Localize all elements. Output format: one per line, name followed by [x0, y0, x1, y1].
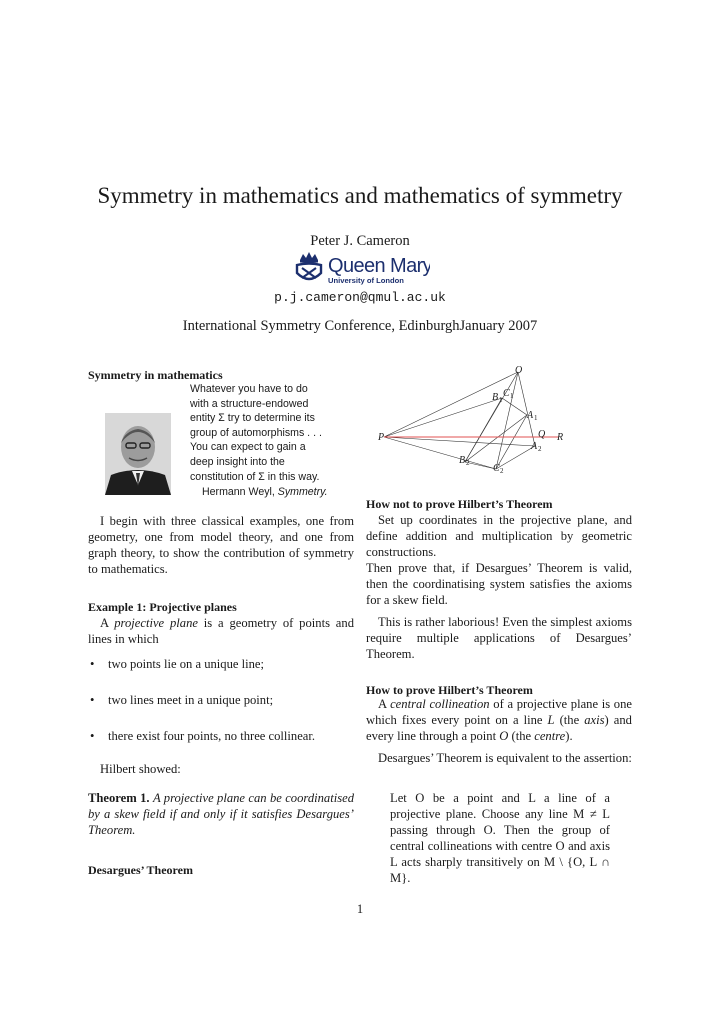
- intro-paragraph: I begin with three classical examples, one from geometry, one from model theory, and one from graph theory, to show the contribution of symmetry to mathematics.: [88, 514, 354, 576]
- label-b1: B: [492, 392, 499, 403]
- how-not-paragraph-2: Then prove that, if Desargues’ Theorem is valid, then the coordinatising system satisfies the axioms for a skew field.: [366, 561, 632, 607]
- portrait-photo: [105, 413, 171, 495]
- list-item: • two points lie on a unique line;: [88, 656, 354, 672]
- svg-text:2: 2: [500, 467, 504, 475]
- central-collineation-paragraph: A central collineation of a projective plane is one which fixes every point on a line L (the axis) and every line through a point O (the centre).: [366, 697, 632, 743]
- author-email: p.j.cameron@qmul.ac.uk: [274, 290, 446, 305]
- quote-line: deep insight into the: [190, 455, 285, 468]
- quote-line: You can expect to gain a: [190, 441, 306, 454]
- svg-text:Queen Mary: Queen Mary: [328, 255, 430, 277]
- label-b2: B: [459, 455, 466, 466]
- section-heading-example1: Example 1: Projective planes: [88, 600, 237, 614]
- hilbert-showed: Hilbert showed:: [100, 762, 181, 776]
- label-p: P: [378, 432, 385, 443]
- label-c1: C: [503, 388, 510, 399]
- svg-text:1: 1: [510, 392, 514, 400]
- weyl-quote: [190, 382, 350, 484]
- queen-mary-logo: [290, 251, 430, 287]
- equivalence-paragraph: Desargues’ Theorem is equivalent to the assertion:: [378, 751, 632, 765]
- svg-text:University of London: University of London: [328, 276, 404, 285]
- label-q: Q: [538, 429, 546, 440]
- section-heading-symmetry: Symmetry in mathematics: [88, 368, 223, 382]
- author-name: Peter J. Cameron: [310, 233, 410, 249]
- how-not-paragraph-3: This is rather laborious! Even the simplest axioms require multiple applications of Desargues’ Theorem.: [366, 615, 632, 661]
- crest-icon: [290, 251, 430, 287]
- how-not-paragraph-1: Set up coordinates in the projective plane, and define addition and multiplication by geometric constructions.: [366, 513, 632, 559]
- quote-attribution: Hermann Weyl, Symmetry.: [202, 486, 328, 498]
- list-item: • there exist four points, no three collinear.: [88, 728, 354, 744]
- quote-line: group of automorphisms . . .: [190, 426, 322, 439]
- section-heading-how-to: How to prove Hilbert’s Theorem: [366, 683, 533, 697]
- label-a2: A: [531, 441, 538, 452]
- theorem-1: Theorem 1. A projective plane can be coordinatised by a skew field if and only if it satisfies Desargues’ Theorem.: [88, 791, 354, 837]
- example1-paragraph: A projective plane is a geometry of points and lines in which: [88, 616, 354, 646]
- quote-line: entity Σ try to determine its: [190, 412, 315, 425]
- svg-text:2: 2: [466, 459, 470, 467]
- conference-line: International Symmetry Conference, EdinburghJanuary 2007: [182, 318, 538, 334]
- svg-text:2: 2: [538, 445, 542, 453]
- label-r: R: [557, 432, 564, 443]
- label-a1: A: [527, 410, 534, 421]
- label-c2: C: [493, 463, 500, 474]
- desargues-diagram: [375, 362, 575, 477]
- quote-line: with a structure-endowed: [190, 397, 309, 410]
- svg-text:1: 1: [534, 414, 538, 422]
- paper-title: Symmetry in mathematics and mathematics of symmetry: [97, 183, 623, 208]
- label-o: O: [515, 365, 523, 376]
- quote-line: Whatever you have to do: [190, 383, 308, 395]
- page-number: 1: [356, 902, 364, 916]
- quote-line: constitution of Σ in this way.: [190, 470, 320, 483]
- list-item: • two lines meet in a unique point;: [88, 692, 354, 708]
- section-heading-desargues: Desargues’ Theorem: [88, 863, 193, 877]
- assertion-block: Let O be a point and L a line of a projective plane. Choose any line M ≠ L passing through O. Then the group of central collineations with centre O and axis L acts sharply transitively on M \ {O, L ∩ M}.: [390, 791, 610, 885]
- section-heading-how-not: How not to prove Hilbert’s Theorem: [366, 497, 553, 511]
- axiom-list: [88, 656, 354, 764]
- svg-text:1: 1: [499, 396, 503, 404]
